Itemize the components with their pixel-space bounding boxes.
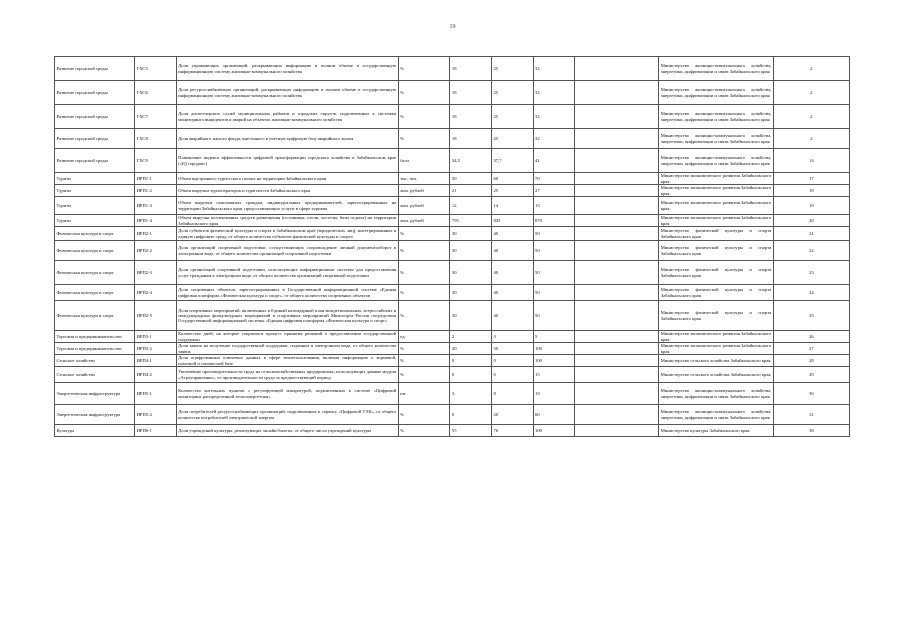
- responsible-cell: Министерство физической культуры и спорта Забайкальского края: [659, 285, 774, 301]
- table-row: [55, 241, 850, 261]
- direction-cell: Туризм: [55, 173, 135, 185]
- responsible-cell: Министерство сельского хозяйства Забайкальского края: [659, 367, 774, 383]
- direction-cell: Энергетическая инфраструктура: [55, 405, 135, 425]
- indicator-name-cell: Доля управляющих организаций, раскрывающих информацию в полном объеме в государственную информационную систему жилищно-коммунального хозяйства: [176, 57, 398, 81]
- row-number-cell: 31: [773, 405, 849, 425]
- value-2022-cell: 12: [450, 197, 492, 215]
- direction-cell: Сельское хозяйство: [55, 355, 135, 367]
- indicator-name-cell: Доля организаций спортивной подготовки, осуществляющих сопровождение личный документооборот в электронном виде, от общего количества организаций спортивной подготовки: [176, 241, 398, 261]
- value-2022-cell: 30: [450, 261, 492, 285]
- value-2023-cell: 25: [491, 129, 533, 149]
- value-2023-cell: 40: [491, 227, 533, 241]
- table-row: [55, 343, 850, 355]
- indicator-name-cell: Доля спортивных объектов, зарегистрированных в Государственной информационной системе «Единая цифровая платформа «Физическая культура и спорт», от общего количества спортивных объектов: [176, 285, 398, 301]
- code-cell: ИРП4-1: [135, 355, 177, 367]
- direction-cell: Физическая культура и спорт: [55, 227, 135, 241]
- table-row: [55, 227, 850, 241]
- table-row: [55, 285, 850, 301]
- direction-cell: Туризм: [55, 185, 135, 197]
- empty-cell: [575, 149, 659, 173]
- indicator-name-cell: Доля организаций спортивной подготовки, использующих информационные системы для предоставления услуг гражданам в электронном виде, от общего количества организаций спортивной подготовки: [176, 261, 398, 285]
- row-number-cell: 27: [773, 343, 849, 355]
- code-cell: ИРП6-1: [135, 425, 177, 437]
- responsible-cell: Министерство экономического развития Забайкальского края: [659, 197, 774, 215]
- unit-cell: шт.: [398, 383, 450, 405]
- empty-cell: [575, 331, 659, 343]
- table-row: [55, 331, 850, 343]
- direction-cell: Развитие городской среды: [55, 81, 135, 105]
- indicator-name-cell: Количество дней, на которые сократился процесс принятия решений о предоставлении государственной поддержки: [178, 331, 397, 342]
- unit-cell: %: [398, 81, 450, 105]
- value-2022-cell: 21: [450, 185, 492, 197]
- value-2023-cell: 50: [491, 343, 533, 355]
- row-number-cell: 2: [773, 81, 849, 105]
- responsible-cell: Министерство сельского хозяйства Забайкальского края: [659, 355, 774, 367]
- value-2024-cell: 100: [533, 343, 575, 355]
- table-row: [55, 367, 850, 383]
- value-2023-cell: 40: [491, 241, 533, 261]
- value-2023-cell: 25: [491, 81, 533, 105]
- code-cell: ИРП2-3: [135, 261, 177, 285]
- responsible-cell: Министерство жилищно-коммунального хозяйства, энергетики, цифровизации и связи Забайкальского края: [659, 405, 774, 425]
- code-cell: ИРП2-1: [135, 227, 177, 241]
- code-cell: ГХС6: [135, 81, 177, 105]
- row-number-cell: 30: [773, 383, 849, 405]
- code-cell: ИРП1-4: [135, 215, 177, 227]
- empty-cell: [575, 383, 659, 405]
- empty-cell: [575, 425, 659, 437]
- value-2023-cell: 76: [491, 425, 533, 437]
- code-cell: ГХС5: [135, 57, 177, 81]
- row-number-cell: 22: [773, 241, 849, 261]
- table-row: [55, 149, 850, 173]
- value-2022-cell: 0: [450, 405, 492, 425]
- code-cell: ИРП1-3: [135, 197, 177, 215]
- code-cell: ИРП2-2: [135, 241, 177, 261]
- empty-cell: [575, 367, 659, 383]
- row-number-cell: 21: [773, 227, 849, 241]
- unit-cell: балл: [398, 149, 450, 173]
- value-2023-cell: 3: [491, 331, 533, 343]
- direction-cell: Туризм: [55, 197, 135, 215]
- responsible-cell: Министерство физической культуры и спорта Забайкальского края: [659, 301, 774, 331]
- value-2023-cell: 25: [491, 185, 533, 197]
- value-2024-cell: 60: [533, 405, 575, 425]
- indicator-name-cell: Доля оцифрованных ключевых данных в сфере землепользования, включая информацию о кормовой, пахотной и сенокосной базе: [178, 355, 397, 366]
- responsible-cell: Министерство экономического развития Забайкальского края: [660, 331, 772, 342]
- empty-cell: [575, 405, 659, 425]
- value-2024-cell: 50: [533, 301, 575, 331]
- code-cell: ИРП2-4: [135, 285, 177, 301]
- responsible-cell: Министерство физической культуры и спорта Забайкальского края: [659, 261, 774, 285]
- unit-cell: %: [398, 425, 450, 437]
- unit-cell: тыс. чел.: [398, 173, 450, 185]
- code-cell: ИРП4-2: [135, 367, 177, 383]
- row-number-cell: 23: [773, 261, 849, 285]
- table-row: [55, 215, 850, 227]
- unit-cell: %: [398, 261, 450, 285]
- empty-cell: [575, 81, 659, 105]
- row-number-cell: 2: [773, 57, 849, 81]
- value-2022-cell: 0: [450, 367, 492, 383]
- table-row: [55, 425, 850, 437]
- empty-cell: [575, 355, 659, 367]
- table-row: [55, 57, 850, 81]
- empty-cell: [575, 129, 659, 149]
- indicator-name-cell: Доля потребителей ресурсоснабжающих организаций, подключенных к сервису «Цифровой ТЭК», от общего количества потребителей электрической энергии: [176, 405, 398, 425]
- code-cell: ИРП1-2: [135, 185, 177, 197]
- value-2024-cell: 50: [533, 285, 575, 301]
- value-2023-cell: 8: [491, 383, 533, 405]
- code-cell: ИРП3-1: [135, 331, 177, 343]
- indicator-name-cell: Доля учреждений культуры, реализующих онлайн-билеты, от общего числа учреждений культуры: [176, 425, 398, 437]
- row-number-cell: 28: [773, 355, 849, 367]
- value-2022-cell: 34,5: [450, 149, 492, 173]
- responsible-cell: Министерство жилищно-коммунального хозяйства, энергетики, цифровизации и связи Забайкальского края: [659, 81, 774, 105]
- unit-cell: ед.: [398, 331, 450, 343]
- direction-cell: Торговля и предпринимательство: [55, 331, 135, 343]
- responsible-cell: Министерство жилищно-коммунального хозяйства, энергетики, цифровизации и связи Забайкальского края: [659, 129, 774, 149]
- direction-cell: Физическая культура и спорт: [55, 301, 135, 331]
- value-2022-cell: 50: [450, 173, 492, 185]
- empty-cell: [575, 301, 659, 331]
- row-number-cell: 2: [773, 105, 849, 129]
- table-row: [55, 261, 850, 285]
- responsible-cell: Министерство жилищно-коммунального хозяйства, энергетики, цифровизации и связи Забайкальского края: [659, 57, 774, 81]
- indicators-table: [54, 56, 850, 437]
- row-number-cell: 38: [773, 425, 849, 437]
- unit-cell: %: [398, 105, 450, 129]
- indicator-name-cell: Доля аварийного жилого фонда, внесенного в учетную цифровую базу аварийного жилья: [176, 129, 398, 149]
- value-2024-cell: 50: [533, 227, 575, 241]
- row-number-cell: 20: [773, 215, 849, 227]
- row-number-cell: 2: [773, 129, 849, 149]
- value-2024-cell: 32: [533, 129, 575, 149]
- unit-cell: млн. рублей: [398, 185, 450, 197]
- value-2022-cell: 0: [450, 355, 492, 367]
- empty-cell: [575, 105, 659, 129]
- table-row: [55, 197, 850, 215]
- direction-cell: Физическая культура и спорт: [55, 241, 135, 261]
- value-2023-cell: 20: [491, 405, 533, 425]
- empty-cell: [575, 173, 659, 185]
- direction-cell: Физическая культура и спорт: [55, 285, 135, 301]
- direction-cell: Развитие городской среды: [55, 105, 135, 129]
- value-2023-cell: 40: [491, 261, 533, 285]
- unit-cell: %: [398, 405, 450, 425]
- empty-cell: [575, 185, 659, 197]
- code-cell: ИРП2-5: [135, 301, 177, 331]
- value-2022-cell: 2: [450, 331, 492, 343]
- responsible-cell: Министерство экономического развития Забайкальского края: [660, 173, 772, 184]
- value-2024-cell: 32: [533, 81, 575, 105]
- table-row: [55, 129, 850, 149]
- direction-cell: Туризм: [55, 215, 135, 227]
- responsible-cell: Министерство жилищно-коммунального хозяйства, энергетики, цифровизации и связи Забайкальского края: [659, 149, 774, 173]
- direction-cell: Сельское хозяйство: [55, 367, 135, 383]
- indicator-name-cell: Доля субъектов физической культуры и спорта в Забайкальском крае (юридических лиц), интегрированных в единую цифровую среду, от общего количества субъектов физической культуры и спорта: [178, 228, 397, 239]
- value-2024-cell: 100: [533, 425, 575, 437]
- value-2024-cell: 50: [533, 261, 575, 285]
- value-2022-cell: 30: [450, 285, 492, 301]
- page-number: 19: [449, 24, 456, 30]
- value-2024-cell: 100: [533, 355, 575, 367]
- table-row: [55, 105, 850, 129]
- indicator-name-cell: Объем внутреннего туристского потока на территории Забайкальского края: [176, 173, 398, 185]
- value-2022-cell: 55: [450, 425, 492, 437]
- code-cell: ГХС8: [135, 129, 177, 149]
- value-2022-cell: 18: [450, 129, 492, 149]
- responsible-cell: Министерство экономического развития Забайкальского края: [660, 185, 772, 196]
- value-2022-cell: 30: [450, 301, 492, 331]
- empty-cell: [575, 285, 659, 301]
- unit-cell: %: [398, 355, 450, 367]
- value-2024-cell: 32: [533, 105, 575, 129]
- row-number-cell: 25: [773, 301, 849, 331]
- value-2023-cell: 845: [491, 215, 533, 227]
- indicator-name-cell: Увеличение производительности труда на сельскохозяйственных предприятиях, использующих данные модуля «Агроуправление», от производительности труда за предшествующий период: [176, 367, 398, 383]
- value-2022-cell: 18: [450, 57, 492, 81]
- table-row: [55, 405, 850, 425]
- unit-cell: %: [398, 343, 450, 355]
- row-number-cell: 14: [773, 149, 849, 173]
- table-row: [55, 355, 850, 367]
- value-2024-cell: 870: [533, 215, 575, 227]
- value-2023-cell: 25: [491, 105, 533, 129]
- direction-cell: Торговля и предпринимательство: [55, 343, 135, 355]
- table-row: [55, 301, 850, 331]
- value-2024-cell: 27: [533, 185, 575, 197]
- table-row: [55, 173, 850, 185]
- unit-cell: млн. рублей: [398, 197, 450, 215]
- value-2024-cell: 5: [533, 331, 575, 343]
- value-2022-cell: 18: [450, 105, 492, 129]
- responsible-cell: Министерство экономического развития Забайкальского края: [660, 343, 772, 354]
- row-number-cell: 17: [773, 173, 849, 185]
- empty-cell: [575, 241, 659, 261]
- value-2022-cell: 795: [450, 215, 492, 227]
- value-2022-cell: 18: [450, 81, 492, 105]
- value-2024-cell: 15: [533, 197, 575, 215]
- value-2022-cell: 20: [450, 343, 492, 355]
- responsible-cell: Министерство жилищно-коммунального хозяйства, энергетики, цифровизации и связи Забайкальского края: [659, 383, 774, 405]
- row-number-cell: 24: [773, 285, 849, 301]
- value-2023-cell: 25: [491, 57, 533, 81]
- direction-cell: Культура: [55, 425, 135, 437]
- row-number-cell: 19: [773, 197, 849, 215]
- unit-cell: %: [398, 57, 450, 81]
- responsible-cell: Министерство культуры Забайкальского края: [659, 425, 774, 437]
- value-2022-cell: 30: [450, 241, 492, 261]
- code-cell: ИРП1-1: [135, 173, 177, 185]
- empty-cell: [575, 197, 659, 215]
- responsible-cell: Министерство жилищно-коммунального хозяйства, энергетики, цифровизации и связи Забайкальского края: [659, 105, 774, 129]
- indicator-name-cell: Объем выручки самозанятых граждан, индивидуальных предпринимателей, зарегистрированных на территории Забайкальского края, предоставляющих услуги в сфере туризма: [176, 197, 398, 215]
- unit-cell: %: [398, 367, 450, 383]
- value-2023-cell: 40: [491, 285, 533, 301]
- value-2023-cell: 0: [491, 355, 533, 367]
- indicators-table-body: [55, 57, 850, 437]
- table-row: [55, 185, 850, 197]
- unit-cell: %: [398, 129, 450, 149]
- value-2024-cell: 70: [533, 173, 575, 185]
- unit-cell: млн. рублей: [398, 215, 450, 227]
- empty-cell: [575, 57, 659, 81]
- indicator-name-cell: Объем выручки турооператоров и турагентств Забайкальского края: [176, 185, 398, 197]
- code-cell: ГХС7: [135, 105, 177, 129]
- row-number-cell: 18: [773, 185, 849, 197]
- value-2023-cell: 40: [491, 301, 533, 331]
- indicator-name-cell: Доля заявок на получение государственной поддержки, поданных в электронном виде, от общего количества заявок: [178, 343, 397, 354]
- indicator-name-cell: Доля ресурсоснабжающих организаций, раскрывающих информацию в полном объеме в государственную информационную систему жилищно-коммунального хозяйства: [176, 81, 398, 105]
- unit-cell: %: [398, 227, 450, 241]
- unit-cell: %: [398, 241, 450, 261]
- value-2024-cell: 19: [533, 383, 575, 405]
- value-2023-cell: 37,7: [491, 149, 533, 173]
- direction-cell: Энергетическая инфраструктура: [55, 383, 135, 405]
- value-2022-cell: 30: [450, 227, 492, 241]
- empty-cell: [575, 343, 659, 355]
- empty-cell: [575, 261, 659, 285]
- indicator-name-cell: Повышение индекса эффективности цифровой трансформации городского хозяйства в Забайкальском крае («IQ городов»): [176, 149, 398, 173]
- code-cell: ИРП5-1: [135, 383, 177, 405]
- unit-cell: %: [398, 301, 450, 331]
- value-2023-cell: 14: [491, 197, 533, 215]
- indicator-name-cell: Количество котельных пунктов с регулирующей аппаратурой, подключенных к системе «Цифровой мониторинг распределенной теплоэнергетики»: [176, 383, 398, 405]
- value-2023-cell: 60: [491, 173, 533, 185]
- responsible-cell: Министерство физической культуры и спорта Забайкальского края: [660, 228, 772, 239]
- empty-cell: [575, 227, 659, 241]
- empty-cell: [575, 215, 659, 227]
- value-2022-cell: 3: [450, 383, 492, 405]
- responsible-cell: Министерство экономического развития Забайкальского края: [660, 215, 772, 226]
- row-number-cell: 29: [773, 367, 849, 383]
- direction-cell: Развитие городской среды: [55, 57, 135, 81]
- row-number-cell: 26: [773, 331, 849, 343]
- table-row: [55, 383, 850, 405]
- code-cell: ИРП5-2: [135, 405, 177, 425]
- value-2024-cell: 41: [533, 149, 575, 173]
- indicator-name-cell: Доля диспетчерских служб муниципальных районов и городских округов, подключенных к системам мониторинга инцидентов и аварий на объектах жилищно-коммунального хозяйства: [176, 105, 398, 129]
- code-cell: ГХС9: [135, 149, 177, 173]
- direction-cell: Развитие городской среды: [55, 149, 135, 173]
- indicator-name-cell: Доля спортивных мероприятий, включенных в Единый календарный план межрегиональных, всероссийских и международных физкультурных мероприятий и спортивных мероприятий Минспорта России посредством Государственной информационной системы «Единая цифровая платформа «Физическая культура и спорт»: [176, 301, 398, 331]
- direction-cell: Развитие городской среды: [55, 129, 135, 149]
- value-2023-cell: 0: [491, 367, 533, 383]
- responsible-cell: Министерство физической культуры и спорта Забайкальского края: [659, 241, 774, 261]
- indicator-name-cell: Объем выручки коллективных средств размещения (гостиницы, отели, хостелы, базы отдыха) на территории Забайкальского края: [178, 215, 397, 226]
- table-row: [55, 81, 850, 105]
- value-2024-cell: 50: [533, 241, 575, 261]
- value-2024-cell: 32: [533, 57, 575, 81]
- direction-cell: Физическая культура и спорт: [55, 261, 135, 285]
- code-cell: ИРП3-2: [135, 343, 177, 355]
- value-2024-cell: 15: [533, 367, 575, 383]
- unit-cell: %: [398, 285, 450, 301]
